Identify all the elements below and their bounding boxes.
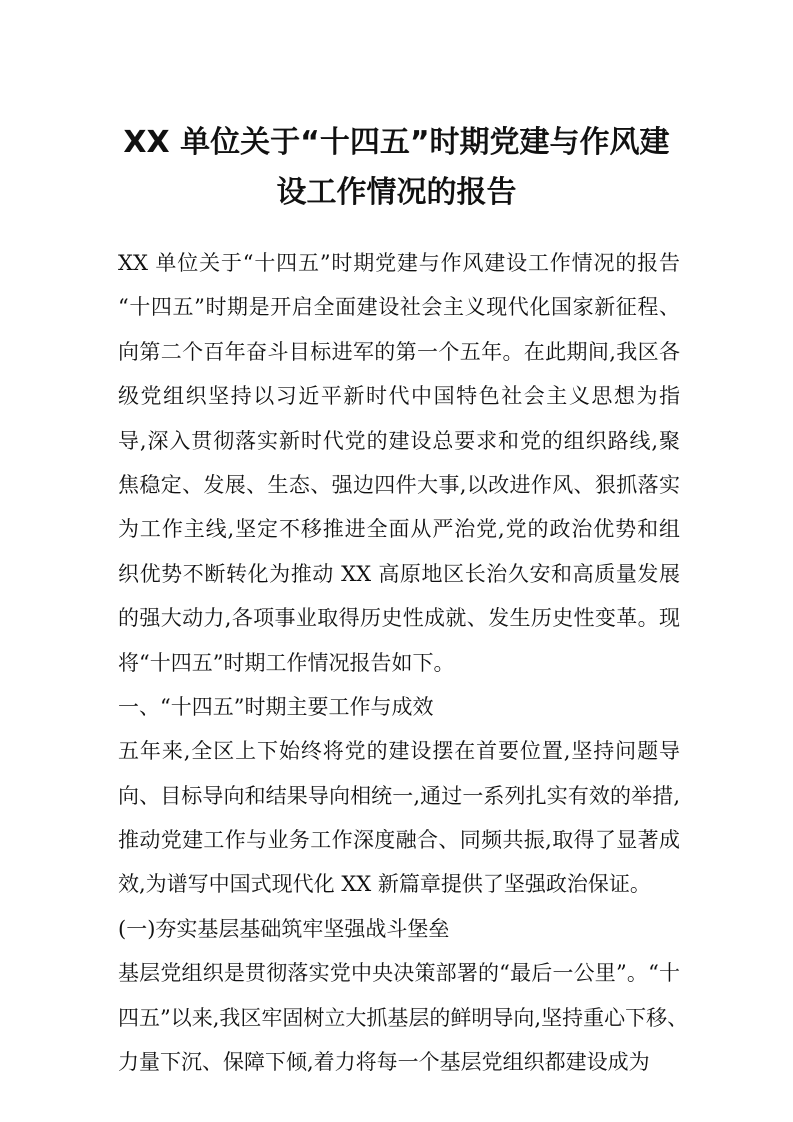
paragraph-line: “十四五”时期是开启全面建设社会主义现代化国家新征程、 xyxy=(118,295,680,320)
paragraph-line: 将“十四五”时期工作情况报告如下。 xyxy=(118,650,455,675)
document-title xyxy=(0,118,793,218)
paragraph-line: 推动党建工作与业务工作深度融合、同频共振,取得了显著成 xyxy=(118,828,680,853)
paragraph-line: 一、“十四五”时期主要工作与成效 xyxy=(118,694,434,719)
paragraph-line: 焦稳定、发展、生态、强边四件大事,以改进作风、狠抓落实 xyxy=(118,472,680,497)
paragraph-line: 级党组织坚持以习近平新时代中国特色社会主义思想为指 xyxy=(118,384,680,409)
paragraph-line: 向第二个百年奋斗目标进军的第一个五年。在此期间,我区各 xyxy=(118,339,680,364)
paragraph-line: (一)夯实基层基础筑牢坚强战斗堡垒 xyxy=(118,916,450,941)
paragraph-line: 织优势不断转化为推动 XX 高原地区长治久安和高质量发展 xyxy=(118,561,680,586)
title-line: 设工作情况的报告 xyxy=(276,175,517,210)
paragraph-line: 四五”以来,我区牢固树立大抓基层的鲜明导向,坚持重心下移、 xyxy=(118,1005,689,1030)
title-line: XX 单位关于“十四五”时期党建与作风建 xyxy=(123,125,670,160)
paragraph-line: 为工作主线,坚定不移推进全面从严治党,党的政治优势和组 xyxy=(118,517,680,542)
paragraph-line: 力量下沉、保障下倾,着力将每一个基层党组织都建设成为 xyxy=(118,1050,650,1075)
paragraph-line: 基层党组织是贯彻落实党中央决策部署的“最后一公里”。“十 xyxy=(118,961,680,986)
document-body xyxy=(118,241,689,1084)
paragraph-line: 向、目标导向和结果导向相统一,通过一系列扎实有效的举措, xyxy=(118,783,680,808)
paragraph-line: 效,为谱写中国式现代化 XX 新篇章提供了坚强政治保证。 xyxy=(118,872,651,897)
paragraph-line: 的强大动力,各项事业取得历史性成就、发生历史性变革。现 xyxy=(118,606,680,631)
paragraph-line: XX 单位关于“十四五”时期党建与作风建设工作情况的报告 xyxy=(118,251,680,275)
paragraph-line: 导,深入贯彻落实新时代党的建设总要求和党的组织路线,聚 xyxy=(118,428,680,453)
paragraph-line: 五年来,全区上下始终将党的建设摆在首要位置,坚持问题导 xyxy=(118,739,680,764)
